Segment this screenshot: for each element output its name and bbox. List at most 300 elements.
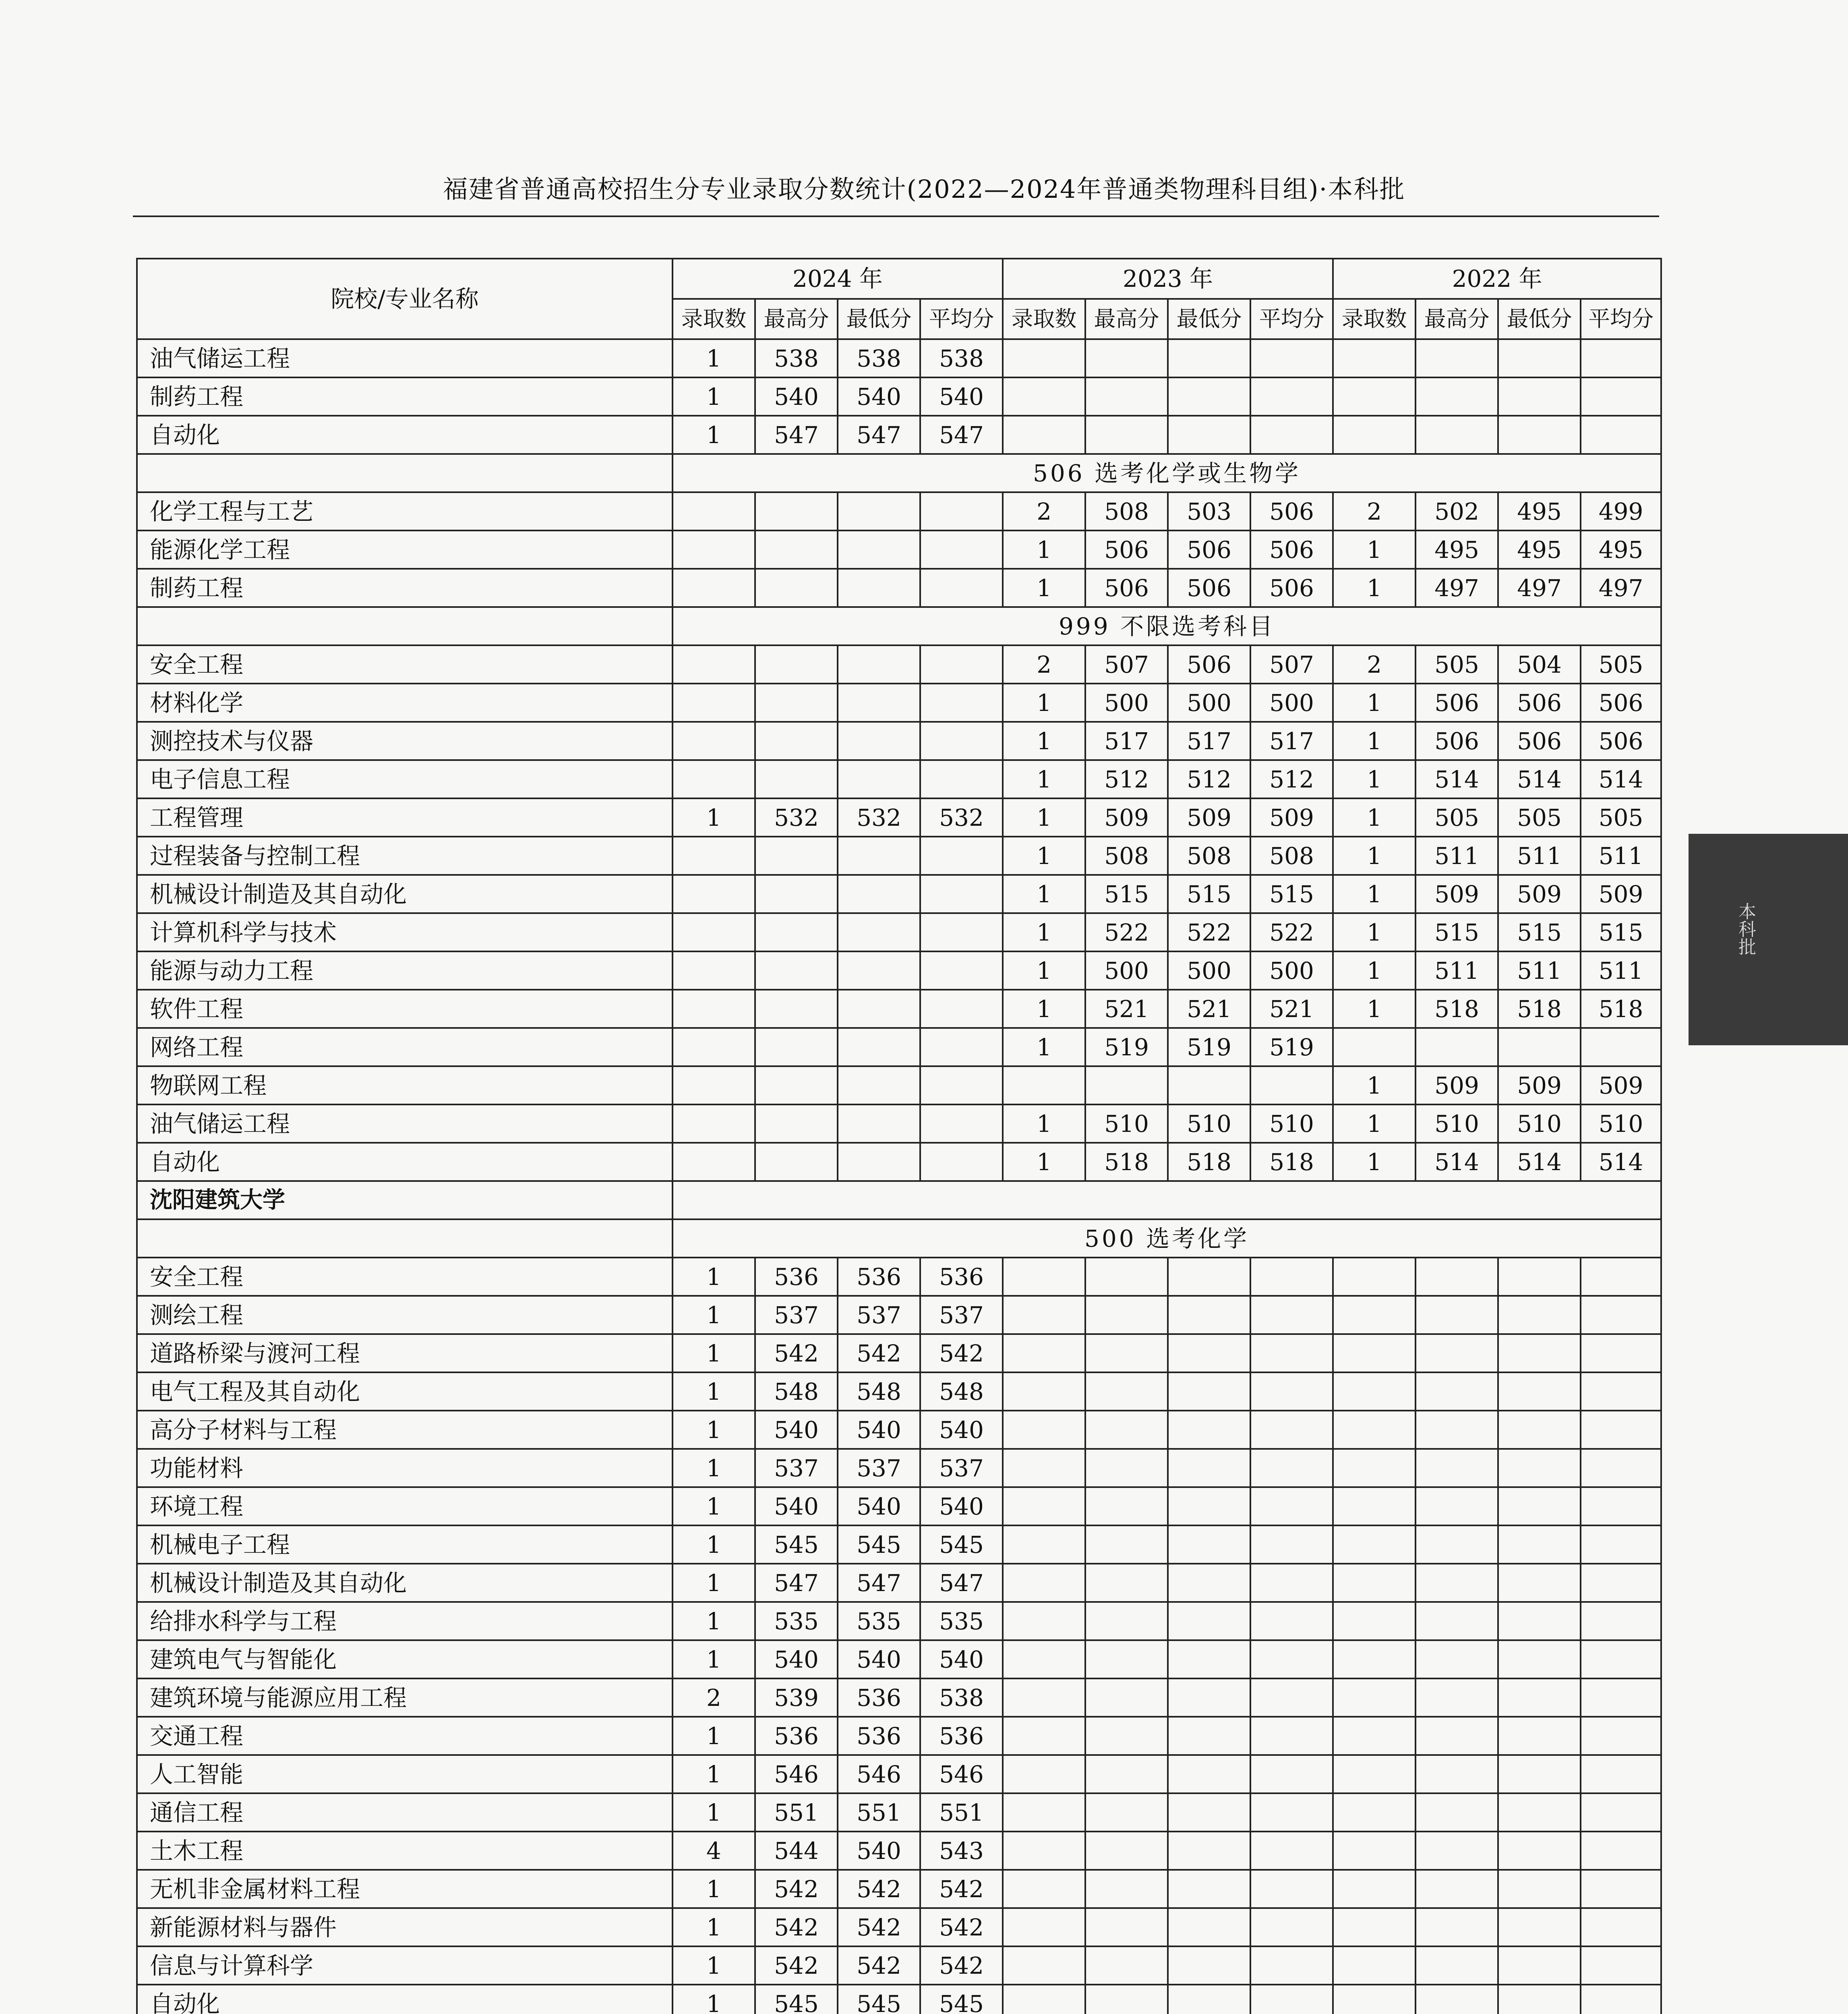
score-cell	[1168, 1449, 1250, 1487]
score-cell	[1415, 1717, 1498, 1755]
score-cell: 545	[838, 1525, 920, 1564]
score-cell	[1085, 1296, 1168, 1334]
score-cell	[1168, 1908, 1250, 1946]
score-cell: 514	[1415, 1143, 1498, 1181]
score-cell	[1581, 1678, 1661, 1717]
score-cell	[1085, 1985, 1168, 2014]
score-cell	[1498, 416, 1581, 454]
score-cell: 515	[1250, 875, 1333, 913]
score-cell	[1498, 1793, 1581, 1832]
score-cell	[1498, 1487, 1581, 1525]
score-cell: 506	[1250, 530, 1333, 569]
score-cell	[1085, 1449, 1168, 1487]
table-row	[137, 1717, 1661, 1755]
score-cell	[1003, 1334, 1085, 1372]
score-cell: 515	[1415, 913, 1498, 951]
score-cell	[1415, 1334, 1498, 1372]
score-cell	[1415, 1678, 1498, 1717]
score-cell	[1085, 377, 1168, 416]
score-cell	[673, 837, 755, 875]
score-cell	[1085, 1908, 1168, 1946]
score-cell: 511	[1581, 837, 1661, 875]
score-cell: 502	[1415, 492, 1498, 530]
score-cell: 1	[673, 1985, 755, 2014]
major-name-cell: 能源与动力工程	[137, 951, 673, 990]
score-cell	[1168, 1066, 1250, 1104]
score-cell	[1333, 1985, 1415, 2014]
major-name-cell: 过程装备与控制工程	[137, 837, 673, 875]
score-cell	[1003, 1258, 1085, 1296]
score-cell	[1085, 1564, 1168, 1602]
score-cell: 542	[838, 1946, 920, 1985]
score-cell: 536	[920, 1717, 1003, 1755]
table-row	[137, 990, 1661, 1028]
score-cell: 497	[1498, 569, 1581, 607]
score-cell	[920, 875, 1003, 913]
sub-header-cell: 录取数	[673, 299, 755, 339]
score-cell: 536	[920, 1258, 1003, 1296]
sub-header-cell: 最高分	[755, 299, 838, 339]
score-cell: 532	[920, 798, 1003, 837]
score-cell	[1581, 1258, 1661, 1296]
score-cell: 540	[920, 1411, 1003, 1449]
score-cell	[1168, 339, 1250, 377]
score-cell	[1581, 1832, 1661, 1870]
score-cell: 1	[673, 798, 755, 837]
table-row	[137, 798, 1661, 837]
score-cell	[920, 722, 1003, 760]
score-cell	[1250, 1946, 1333, 1985]
page-header-title: 福建省普通高校招生分专业录取分数统计(2022—2024年普通类物理科目组)·本科批	[443, 174, 1405, 204]
score-cell: 522	[1250, 913, 1333, 951]
score-cell: 542	[920, 1946, 1003, 1985]
score-cell	[1415, 339, 1498, 377]
sub-header-cell: 最高分	[1085, 299, 1168, 339]
score-cell	[1581, 377, 1661, 416]
score-cell: 495	[1581, 530, 1661, 569]
score-cell	[838, 1104, 920, 1143]
score-cell	[1415, 377, 1498, 416]
subject-group-row	[137, 607, 1661, 645]
score-cell: 1	[673, 1487, 755, 1525]
score-cell	[920, 1143, 1003, 1181]
score-cell	[1250, 1640, 1333, 1678]
score-cell	[838, 1143, 920, 1181]
score-cell: 495	[1498, 492, 1581, 530]
major-name-cell: 交通工程	[137, 1717, 673, 1755]
score-cell: 540	[755, 1411, 838, 1449]
score-cell: 546	[755, 1755, 838, 1793]
score-cell: 1	[673, 1793, 755, 1832]
score-cell: 1	[673, 1870, 755, 1908]
score-cell	[1168, 1334, 1250, 1372]
score-cell: 510	[1168, 1104, 1250, 1143]
table-body	[137, 339, 1661, 2014]
blank-name-cell	[137, 1219, 673, 1258]
score-cell: 542	[755, 1908, 838, 1946]
score-cell: 543	[920, 1832, 1003, 1870]
score-cell: 505	[1415, 645, 1498, 684]
score-cell	[1333, 1258, 1415, 1296]
score-cell: 514	[1581, 760, 1661, 798]
score-cell	[1168, 1985, 1250, 2014]
score-cell: 537	[838, 1296, 920, 1334]
blank-name-cell	[137, 607, 673, 645]
score-cell	[1168, 1717, 1250, 1755]
table-row	[137, 1334, 1661, 1372]
score-cell	[1333, 1449, 1415, 1487]
score-cell	[1415, 1296, 1498, 1334]
name-column-header: 院校/专业名称	[137, 259, 673, 339]
score-cell	[1498, 1985, 1581, 2014]
score-cell	[673, 913, 755, 951]
score-cell: 540	[838, 1487, 920, 1525]
score-cell: 510	[1581, 1104, 1661, 1143]
table-row	[137, 1104, 1661, 1143]
score-cell	[1415, 1487, 1498, 1525]
score-cell	[1581, 1028, 1661, 1066]
score-cell	[755, 722, 838, 760]
score-cell: 506	[1415, 684, 1498, 722]
table-row	[137, 1946, 1661, 1985]
score-cell: 506	[1250, 492, 1333, 530]
year-header-2022: 2022 年	[1333, 259, 1661, 299]
score-cell: 542	[838, 1908, 920, 1946]
score-cell	[755, 1028, 838, 1066]
score-cell	[1415, 1028, 1498, 1066]
score-cell	[1333, 1602, 1415, 1640]
score-cell: 1	[673, 1258, 755, 1296]
score-cell	[1250, 1449, 1333, 1487]
major-name-cell: 信息与计算科学	[137, 1946, 673, 1985]
score-cell	[1168, 377, 1250, 416]
score-cell	[1333, 1525, 1415, 1564]
score-cell	[1498, 1870, 1581, 1908]
score-cell	[673, 1028, 755, 1066]
score-cell: 509	[1498, 1066, 1581, 1104]
score-cell	[1333, 1564, 1415, 1602]
score-cell: 536	[838, 1258, 920, 1296]
score-cell: 511	[1415, 837, 1498, 875]
score-cell: 503	[1168, 492, 1250, 530]
score-cell	[1085, 1793, 1168, 1832]
score-cell	[1415, 1564, 1498, 1602]
score-cell: 1	[1333, 990, 1415, 1028]
score-cell	[1003, 1793, 1085, 1832]
score-cell	[1250, 1334, 1333, 1372]
sub-header-cell: 平均分	[920, 299, 1003, 339]
major-name-cell: 物联网工程	[137, 1066, 673, 1104]
score-cell: 1	[673, 1602, 755, 1640]
school-row	[137, 1181, 1661, 1219]
major-name-cell: 测绘工程	[137, 1296, 673, 1334]
major-name-cell: 高分子材料与工程	[137, 1411, 673, 1449]
table-row	[137, 1985, 1661, 2014]
score-cell: 1	[1333, 569, 1415, 607]
score-cell	[1250, 1602, 1333, 1640]
score-cell	[1333, 1870, 1415, 1908]
score-cell	[1333, 1946, 1415, 1985]
score-cell	[1250, 1717, 1333, 1755]
score-cell: 548	[920, 1372, 1003, 1411]
score-cell	[1581, 1602, 1661, 1640]
table-row	[137, 1296, 1661, 1334]
score-cell	[1250, 1755, 1333, 1793]
score-cell	[1581, 1372, 1661, 1411]
score-cell	[838, 1066, 920, 1104]
score-cell	[1415, 1755, 1498, 1793]
score-cell	[1003, 1832, 1085, 1870]
score-cell	[755, 645, 838, 684]
score-cell: 1	[1003, 1143, 1085, 1181]
score-cell	[1581, 1640, 1661, 1678]
score-cell: 4	[673, 1832, 755, 1870]
score-cell	[1250, 1258, 1333, 1296]
score-cell	[1498, 1717, 1581, 1755]
score-cell	[1415, 1985, 1498, 2014]
score-cell: 500	[1085, 684, 1168, 722]
score-cell: 537	[838, 1449, 920, 1487]
score-cell	[1168, 1602, 1250, 1640]
major-name-cell: 机械电子工程	[137, 1525, 673, 1564]
major-name-cell: 机械设计制造及其自动化	[137, 875, 673, 913]
year-header-2023: 2023 年	[1003, 259, 1333, 299]
score-cell	[1250, 1487, 1333, 1525]
year-header-row	[137, 259, 1661, 299]
score-cell: 508	[1250, 837, 1333, 875]
score-cell	[1003, 1717, 1085, 1755]
table-row	[137, 1908, 1661, 1946]
score-cell: 538	[755, 339, 838, 377]
score-cell: 551	[838, 1793, 920, 1832]
score-cell: 545	[838, 1985, 920, 2014]
table-row	[137, 1449, 1661, 1487]
score-cell	[920, 569, 1003, 607]
score-cell: 551	[755, 1793, 838, 1832]
score-cell: 547	[838, 416, 920, 454]
score-cell	[1415, 1525, 1498, 1564]
score-cell	[1333, 416, 1415, 454]
score-cell	[1498, 339, 1581, 377]
score-cell	[755, 760, 838, 798]
score-cell: 512	[1168, 760, 1250, 798]
major-name-cell: 自动化	[137, 416, 673, 454]
score-cell	[1581, 1946, 1661, 1985]
major-name-cell: 工程管理	[137, 798, 673, 837]
score-cell	[1498, 1678, 1581, 1717]
score-cell	[1085, 416, 1168, 454]
table-row	[137, 722, 1661, 760]
score-cell	[1003, 1602, 1085, 1640]
score-cell: 515	[1085, 875, 1168, 913]
score-cell	[838, 569, 920, 607]
score-cell	[673, 569, 755, 607]
score-cell: 536	[838, 1678, 920, 1717]
score-cell: 1	[1333, 1104, 1415, 1143]
score-cell	[1498, 1946, 1581, 1985]
score-cell	[1581, 1564, 1661, 1602]
major-name-cell: 软件工程	[137, 990, 673, 1028]
score-cell	[1415, 1258, 1498, 1296]
score-cell	[1085, 1258, 1168, 1296]
score-cell	[1415, 1640, 1498, 1678]
score-cell	[1085, 1870, 1168, 1908]
score-cell	[920, 1028, 1003, 1066]
major-name-cell: 计算机科学与技术	[137, 913, 673, 951]
score-cell: 519	[1168, 1028, 1250, 1066]
score-cell	[920, 530, 1003, 569]
score-cell	[1168, 1793, 1250, 1832]
score-cell: 509	[1415, 875, 1498, 913]
score-cell	[838, 990, 920, 1028]
major-name-cell: 网络工程	[137, 1028, 673, 1066]
score-cell: 500	[1085, 951, 1168, 990]
score-cell: 1	[1333, 530, 1415, 569]
score-cell	[1415, 1946, 1498, 1985]
score-cell	[1498, 1028, 1581, 1066]
score-cell: 1	[1003, 1028, 1085, 1066]
score-cell	[1003, 1755, 1085, 1793]
table-row	[137, 760, 1661, 798]
score-cell: 518	[1415, 990, 1498, 1028]
year-header-2024: 2024 年	[673, 259, 1003, 299]
score-cell: 505	[1415, 798, 1498, 837]
score-cell	[1333, 1028, 1415, 1066]
score-cell: 1	[673, 339, 755, 377]
score-cell: 1	[673, 1411, 755, 1449]
score-cell	[1498, 377, 1581, 416]
score-cell: 537	[920, 1296, 1003, 1334]
major-name-cell: 能源化学工程	[137, 530, 673, 569]
score-cell: 1	[1003, 722, 1085, 760]
score-cell	[838, 722, 920, 760]
score-cell	[1498, 1334, 1581, 1372]
admission-score-table	[136, 258, 1662, 2014]
table-row	[137, 875, 1661, 913]
score-cell: 506	[1498, 722, 1581, 760]
score-cell	[1333, 339, 1415, 377]
score-cell: 536	[755, 1717, 838, 1755]
score-cell: 540	[755, 1640, 838, 1678]
score-cell: 1	[1003, 913, 1085, 951]
score-cell	[838, 1028, 920, 1066]
score-cell: 535	[920, 1602, 1003, 1640]
score-cell: 547	[920, 1564, 1003, 1602]
score-cell	[1415, 1372, 1498, 1411]
score-cell: 1	[1003, 530, 1085, 569]
score-cell	[673, 990, 755, 1028]
score-cell	[755, 875, 838, 913]
table-row	[137, 913, 1661, 951]
score-cell	[1333, 377, 1415, 416]
score-cell: 537	[755, 1449, 838, 1487]
major-name-cell: 建筑电气与智能化	[137, 1640, 673, 1678]
score-cell: 514	[1498, 760, 1581, 798]
major-name-cell: 自动化	[137, 1143, 673, 1181]
score-cell: 506	[1498, 684, 1581, 722]
score-cell: 521	[1168, 990, 1250, 1028]
score-cell	[1250, 1908, 1333, 1946]
score-cell: 1	[673, 1334, 755, 1372]
score-cell: 522	[1168, 913, 1250, 951]
score-cell: 1	[1003, 684, 1085, 722]
score-cell	[1168, 1832, 1250, 1870]
score-cell: 510	[1250, 1104, 1333, 1143]
score-cell	[1415, 1793, 1498, 1832]
score-cell: 1	[1333, 875, 1415, 913]
score-cell	[755, 1143, 838, 1181]
score-cell: 511	[1415, 951, 1498, 990]
score-cell	[920, 760, 1003, 798]
score-cell: 518	[1498, 990, 1581, 1028]
score-cell: 515	[1168, 875, 1250, 913]
major-name-cell: 人工智能	[137, 1755, 673, 1793]
score-cell	[1085, 339, 1168, 377]
score-cell	[755, 837, 838, 875]
table-row	[137, 1372, 1661, 1411]
score-cell	[1250, 416, 1333, 454]
major-name-cell: 功能材料	[137, 1449, 673, 1487]
score-cell: 1	[673, 1717, 755, 1755]
score-cell	[1168, 1411, 1250, 1449]
table-row	[137, 1258, 1661, 1296]
score-cell: 511	[1498, 837, 1581, 875]
score-cell: 519	[1250, 1028, 1333, 1066]
score-cell	[673, 530, 755, 569]
score-cell	[1003, 1870, 1085, 1908]
major-name-cell: 通信工程	[137, 1793, 673, 1832]
table-row	[137, 1870, 1661, 1908]
score-cell: 508	[1085, 837, 1168, 875]
score-cell: 2	[1003, 645, 1085, 684]
score-cell: 509	[1085, 798, 1168, 837]
score-cell: 512	[1085, 760, 1168, 798]
table-row	[137, 1525, 1661, 1564]
score-cell: 511	[1498, 951, 1581, 990]
major-name-cell: 电子信息工程	[137, 760, 673, 798]
score-cell: 540	[920, 377, 1003, 416]
major-name-cell: 油气储运工程	[137, 1104, 673, 1143]
score-cell: 542	[920, 1334, 1003, 1372]
major-name-cell: 道路桥梁与渡河工程	[137, 1334, 673, 1372]
major-name-cell: 土木工程	[137, 1832, 673, 1870]
score-cell	[1333, 1678, 1415, 1717]
score-cell: 518	[1168, 1143, 1250, 1181]
score-cell: 2	[1333, 492, 1415, 530]
score-cell	[755, 1104, 838, 1143]
score-cell: 536	[838, 1717, 920, 1755]
score-cell: 542	[838, 1870, 920, 1908]
score-cell: 497	[1415, 569, 1498, 607]
sub-header-cell: 录取数	[1333, 299, 1415, 339]
score-cell	[1498, 1640, 1581, 1678]
score-cell	[1581, 1411, 1661, 1449]
score-cell: 1	[1333, 1143, 1415, 1181]
score-cell: 537	[755, 1296, 838, 1334]
score-cell: 546	[920, 1755, 1003, 1793]
score-cell	[1581, 1908, 1661, 1946]
score-cell	[1085, 1372, 1168, 1411]
score-cell	[1498, 1372, 1581, 1411]
score-cell	[1168, 1640, 1250, 1678]
score-cell	[1250, 1678, 1333, 1717]
score-cell	[920, 990, 1003, 1028]
score-cell	[1581, 1717, 1661, 1755]
score-cell	[1415, 1411, 1498, 1449]
score-cell: 548	[838, 1372, 920, 1411]
score-cell	[1333, 1908, 1415, 1946]
major-name-cell: 测控技术与仪器	[137, 722, 673, 760]
